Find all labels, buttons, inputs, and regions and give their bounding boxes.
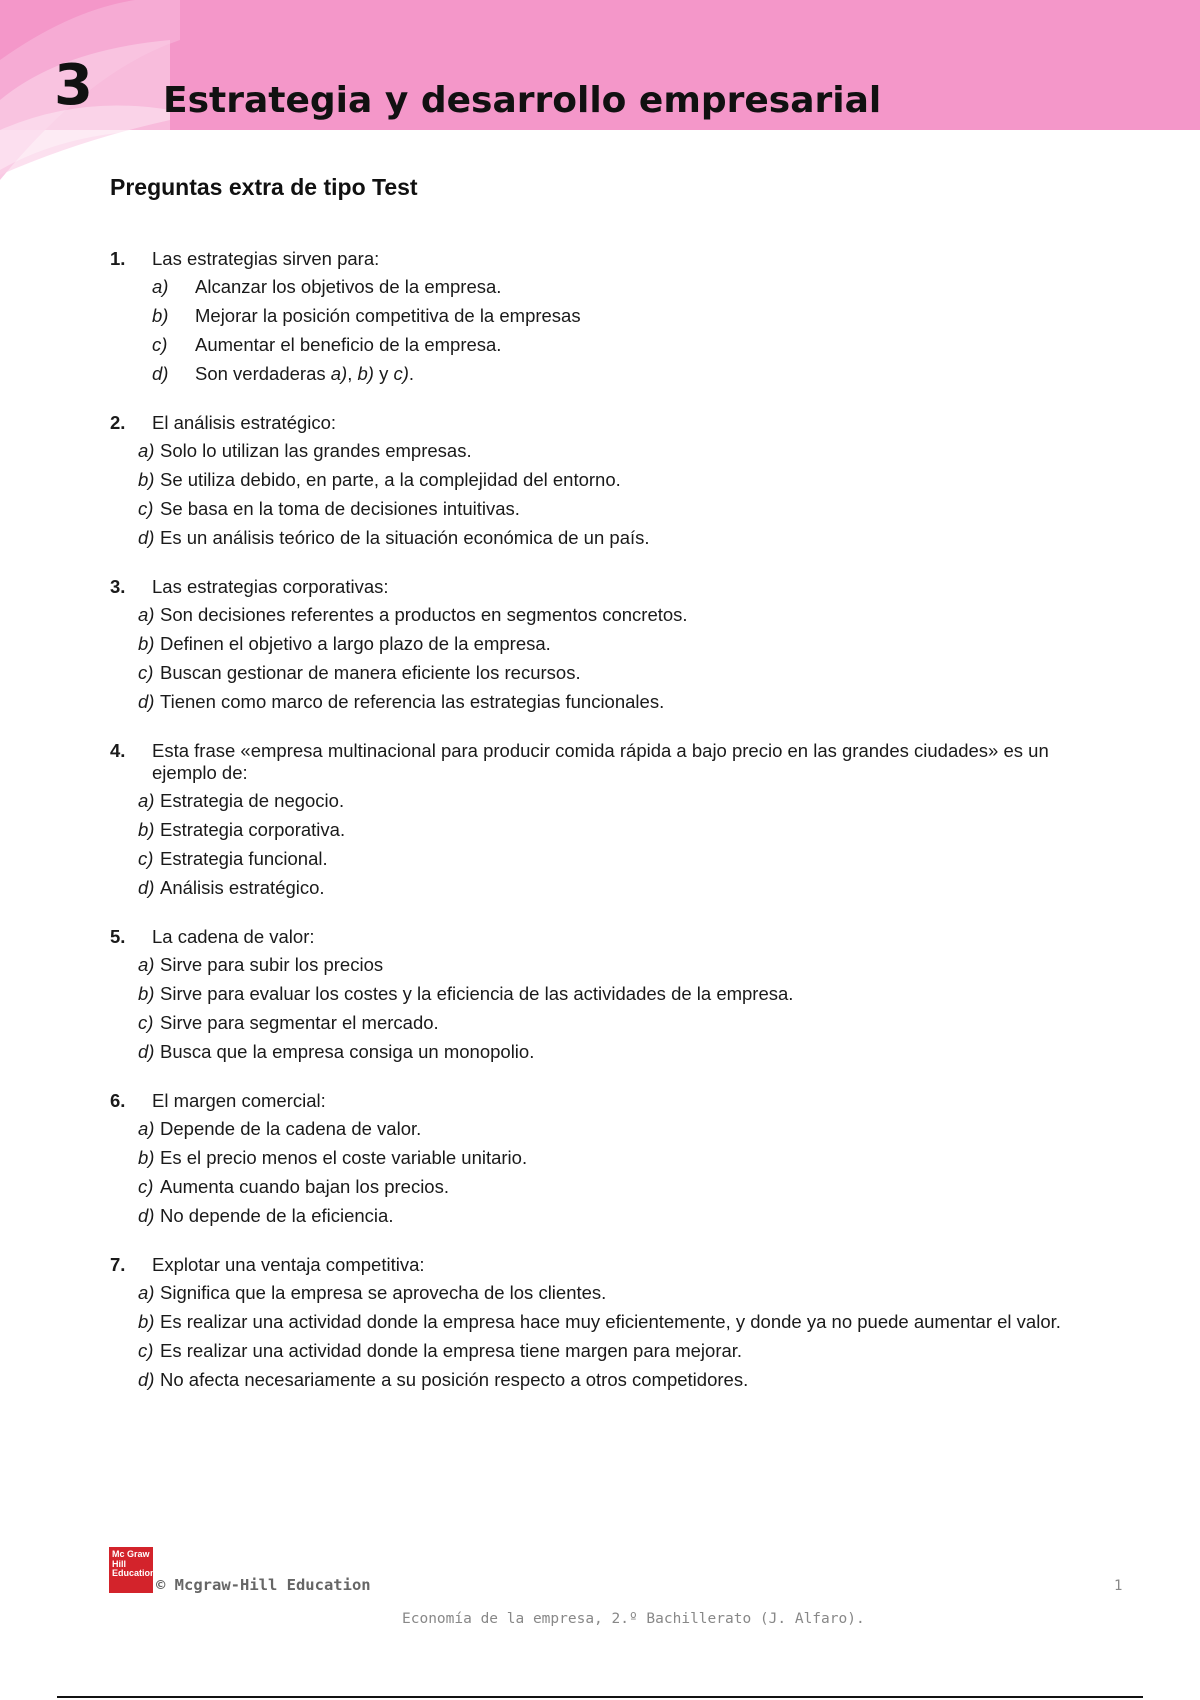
option-text: Mejorar la posición competitiva de la empresas xyxy=(195,305,581,326)
option-letter: b) xyxy=(138,819,155,840)
answer-option xyxy=(110,1340,1110,1362)
footer-book-title: Economía de la empresa, 2.º Bachillerato (J. Alfaro). xyxy=(402,1611,865,1627)
question-text: Esta frase «empresa multinacional para producir comida rápida a bajo precio en las grandes ciudades» es un ejemplo de: xyxy=(152,740,1049,783)
option-letter: c) xyxy=(138,1012,154,1033)
option-text: Es un análisis teórico de la situación económica de un país. xyxy=(160,527,650,548)
option-letter: b) xyxy=(138,1147,155,1168)
question-number: 7. xyxy=(110,1254,126,1275)
option-text: Análisis estratégico. xyxy=(160,877,325,898)
question-number: 6. xyxy=(110,1090,126,1111)
question-text: Las estrategias corporativas: xyxy=(152,576,389,597)
option-text-part: Son verdaderas xyxy=(195,363,331,384)
question xyxy=(110,412,1110,549)
answer-option xyxy=(110,1205,1110,1227)
answer-option xyxy=(110,334,1110,356)
option-text: Estrategia funcional. xyxy=(160,848,328,869)
option-letter: b) xyxy=(138,469,155,490)
option-list xyxy=(110,440,1110,549)
option-text: No depende de la eficiencia. xyxy=(160,1205,394,1226)
question-number: 4. xyxy=(110,740,126,761)
question-number: 2. xyxy=(110,412,126,433)
answer-option xyxy=(110,1311,1110,1333)
question-text: La cadena de valor: xyxy=(152,926,315,947)
option-text: Aumenta cuando bajan los precios. xyxy=(160,1176,449,1197)
option-letter: c) xyxy=(152,334,168,355)
option-text: Se basa en la toma de decisiones intuitivas. xyxy=(160,498,520,519)
option-text: Es el precio menos el coste variable unitario. xyxy=(160,1147,528,1168)
option-text: Sirve para evaluar los costes y la eficiencia de las actividades de la empresa. xyxy=(160,983,794,1004)
option-letter: d) xyxy=(138,1205,155,1226)
question-text: El análisis estratégico: xyxy=(152,412,337,433)
option-list xyxy=(110,1282,1110,1391)
answer-option xyxy=(110,662,1110,684)
option-text: Tienen como marco de referencia las estrategias funcionales. xyxy=(160,691,665,712)
question-text: El margen comercial: xyxy=(152,1090,326,1111)
option-text: Depende de la cadena de valor. xyxy=(160,1118,422,1139)
option-letter: a) xyxy=(138,440,155,461)
footer-copyright: © Mcgraw-Hill Education xyxy=(156,1576,371,1594)
option-text-part: b) xyxy=(357,363,374,384)
question-row xyxy=(110,1254,1110,1276)
option-letter: a) xyxy=(138,1282,155,1303)
logo-text: Mc Graw Hill Education xyxy=(112,1549,156,1578)
mcgraw-hill-logo xyxy=(109,1547,156,1593)
option-text: Estrategia corporativa. xyxy=(160,819,346,840)
option-letter: b) xyxy=(138,633,155,654)
option-letter: c) xyxy=(138,1340,154,1361)
bottom-rule xyxy=(57,1696,1143,1698)
option-list xyxy=(110,276,1110,385)
answer-option xyxy=(110,527,1110,549)
option-text: Sirve para subir los precios xyxy=(160,954,384,975)
option-letter: d) xyxy=(138,527,155,548)
answer-option xyxy=(110,1041,1110,1063)
answer-option xyxy=(110,440,1110,462)
answer-option xyxy=(110,819,1110,841)
question xyxy=(110,740,1110,899)
option-text: Solo lo utilizan las grandes empresas. xyxy=(160,440,472,461)
option-list xyxy=(110,790,1110,899)
answer-option xyxy=(110,983,1110,1005)
option-text-part: a) xyxy=(330,363,348,384)
question xyxy=(110,576,1110,713)
option-text-part: , xyxy=(347,363,358,384)
option-letter: a) xyxy=(138,604,155,625)
answer-option xyxy=(110,363,1110,385)
option-list xyxy=(110,604,1110,713)
question xyxy=(110,248,1110,385)
option-letter: a) xyxy=(138,954,155,975)
option-letter: a) xyxy=(138,1118,155,1139)
question-row xyxy=(110,926,1110,948)
question-number: 1. xyxy=(110,248,126,269)
option-list xyxy=(110,1118,1110,1227)
question-text: Las estrategias sirven para: xyxy=(152,248,380,269)
answer-option xyxy=(110,954,1110,976)
question-row xyxy=(110,576,1110,598)
option-text: Son decisiones referentes a productos en segmentos concretos. xyxy=(160,604,688,625)
answer-option xyxy=(110,305,1110,327)
option-letter: d) xyxy=(138,691,155,712)
option-text: No afecta necesariamente a su posición respecto a otros competidores. xyxy=(160,1369,749,1390)
option-text: Definen el objetivo a largo plazo de la empresa. xyxy=(160,633,551,654)
option-text: Es realizar una actividad donde la empresa hace muy eficientemente, y donde ya no puede aumentar el valor. xyxy=(160,1311,1061,1332)
chapter-number: 3 xyxy=(54,53,93,118)
page-number: 1 xyxy=(1114,1578,1123,1594)
option-text: Es realizar una actividad donde la empresa tiene margen para mejorar. xyxy=(160,1340,743,1361)
option-text: Alcanzar los objetivos de la empresa. xyxy=(195,276,502,297)
answer-option xyxy=(110,276,1110,298)
option-letter: c) xyxy=(138,498,154,519)
answer-option xyxy=(110,633,1110,655)
question xyxy=(110,926,1110,1063)
answer-option xyxy=(110,848,1110,870)
option-letter: c) xyxy=(138,662,154,683)
option-letter: a) xyxy=(152,276,169,297)
answer-option xyxy=(110,1012,1110,1034)
option-text xyxy=(195,363,1110,385)
option-text: Busca que la empresa consiga un monopolio. xyxy=(160,1041,535,1062)
chapter-title: Estrategia y desarrollo empresarial xyxy=(163,80,882,121)
option-letter: c) xyxy=(138,848,154,869)
answer-option xyxy=(110,498,1110,520)
option-text-part: . xyxy=(408,363,415,384)
question-list xyxy=(110,248,1110,1418)
option-text: Estrategia de negocio. xyxy=(160,790,345,811)
option-letter: d) xyxy=(138,877,155,898)
question xyxy=(110,1254,1110,1391)
option-text-part: c) xyxy=(393,363,409,384)
option-text: Se utiliza debido, en parte, a la complejidad del entorno. xyxy=(160,469,621,490)
answer-option xyxy=(110,1118,1110,1140)
answer-option xyxy=(110,1369,1110,1391)
answer-option xyxy=(110,469,1110,491)
answer-option xyxy=(110,1147,1110,1169)
option-letter: d) xyxy=(138,1369,155,1390)
question-row xyxy=(110,248,1110,270)
option-letter: d) xyxy=(152,363,169,384)
question-row xyxy=(110,1090,1110,1112)
question-row xyxy=(110,740,1110,784)
option-text: Aumentar el beneficio de la empresa. xyxy=(195,334,502,355)
answer-option xyxy=(110,1176,1110,1198)
option-text: Sirve para segmentar el mercado. xyxy=(160,1012,439,1033)
option-letter: d) xyxy=(138,1041,155,1062)
option-list xyxy=(110,954,1110,1063)
option-letter: b) xyxy=(138,1311,155,1332)
option-letter: b) xyxy=(138,983,155,1004)
question-text: Explotar una ventaja competitiva: xyxy=(152,1254,425,1275)
question-number: 5. xyxy=(110,926,126,947)
answer-option xyxy=(110,790,1110,812)
option-letter: c) xyxy=(138,1176,154,1197)
answer-option xyxy=(110,1282,1110,1304)
option-text: Buscan gestionar de manera eficiente los recursos. xyxy=(160,662,581,683)
option-text: Significa que la empresa se aprovecha de los clientes. xyxy=(160,1282,607,1303)
answer-option xyxy=(110,691,1110,713)
question-number: 3. xyxy=(110,576,126,597)
question-row xyxy=(110,412,1110,434)
section-title: Preguntas extra de tipo Test xyxy=(110,174,418,200)
answer-option xyxy=(110,877,1110,899)
question xyxy=(110,1090,1110,1227)
option-text-part: y xyxy=(373,363,394,384)
answer-option xyxy=(110,604,1110,626)
option-letter: b) xyxy=(152,305,169,326)
option-letter: a) xyxy=(138,790,155,811)
